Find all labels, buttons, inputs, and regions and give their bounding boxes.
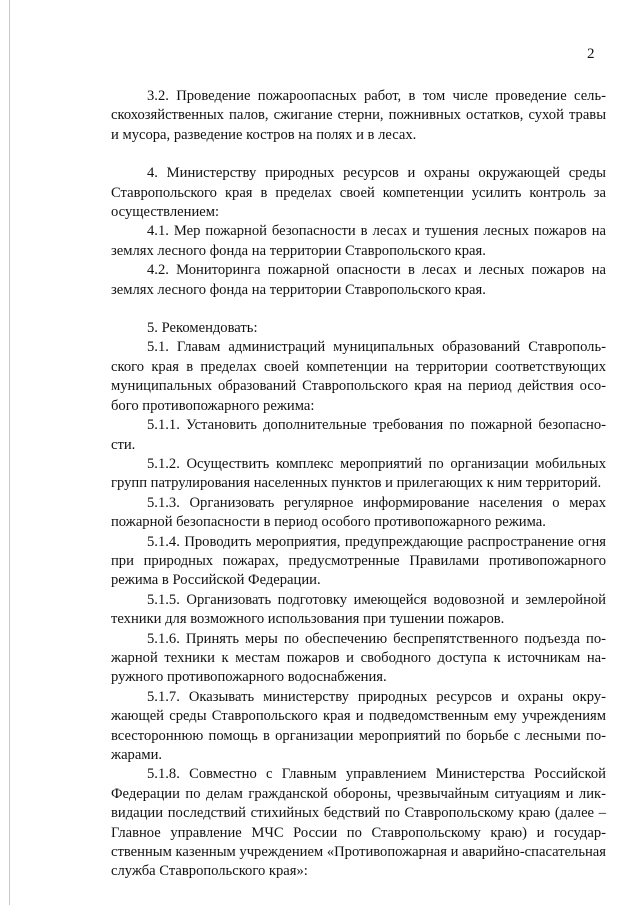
paragraph-5-1: 5.1. Главам администраций муниципальных образований Ставропольского края в пределах своей компетенции на территории соответствующих муниципальных образований Ставропольского края на период действия особого противопожарного режима: <box>111 339 606 414</box>
paragraph-5-1-4: 5.1.4. Проводить мероприятия, предупреждающие распространение огня при природных пожарах, предусмотренные Правилами противопожарного режима в Российской Федерации. <box>111 533 606 589</box>
paragraph-5-1-2: 5.1.2. Осуществить комплекс мероприятий по организации мобильных групп патрулирования населенных пунктов и прилегающих к ним территорий. <box>111 455 606 492</box>
paragraph-5-1-1: 5.1.1. Установить дополнительные требования по пожарной безопасности. <box>111 417 606 453</box>
paragraph-5-1-3: 5.1.3. Организовать регулярное информирование населения о мерах пожарной безопасности в период особого противопожарного режима. <box>111 494 606 531</box>
page-edge-line <box>9 0 10 905</box>
document-body <box>111 87 606 882</box>
paragraph-5-1-8: 5.1.8. Совместно с Главным управлением Министерства Российской Федерации по делам гражданской обороны, чрезвычайным ситуациям и ликвидации последствий стихийных бедствий по Ставропольскому краю (далее – Главное управление МЧС России по Ставропольскому краю) и государственным казенным учреждением «Противопожарная и аварийно-спасательная служба Ставропольского края»: <box>111 766 606 880</box>
paragraph-4-2: 4.2. Мониторинга пожарной опасности в лесах и лесных пожаров на землях лесного фонда на территории Ставропольского края. <box>111 262 606 298</box>
paragraph-3-2: 3.2. Проведение пожароопасных работ, в том числе проведение сельскохозяйственных палов, сжигание стерни, пожнивных остатков, сухой травы и мусора, разведение костров на полях и в лесах. <box>111 88 606 143</box>
paragraph-4: 4. Министерству природных ресурсов и охраны окружающей среды Ставропольского края в пределах своей компетенции усилить контроль за осуществлением: <box>111 165 606 221</box>
paragraph-5: 5. Рекомендовать: <box>147 320 258 337</box>
paragraph-5-1-7: 5.1.7. Оказывать министерству природных ресурсов и охраны окружающей среды Ставропольского края и подведомственным ему учреждениям всестороннюю помощь в организации мероприятий по борьбе с лесными пожарами. <box>111 688 606 763</box>
page-number: 2 <box>587 46 595 62</box>
paragraph-5-1-5: 5.1.5. Организовать подготовку имеющейся водовозной и землеройной техники для возможного использования при тушении пожаров. <box>111 591 606 628</box>
paragraph-5-1-6: 5.1.6. Принять меры по обеспечению беспрепятственного подъезда пожарной техники к местам пожаров и свободного доступа к источникам наружного противопожарного водоснабжения. <box>111 630 606 686</box>
paragraph-4-1: 4.1. Мер пожарной безопасности в лесах и тушения лесных пожаров на землях лесного фонда на территории Ставропольского края. <box>111 223 606 259</box>
